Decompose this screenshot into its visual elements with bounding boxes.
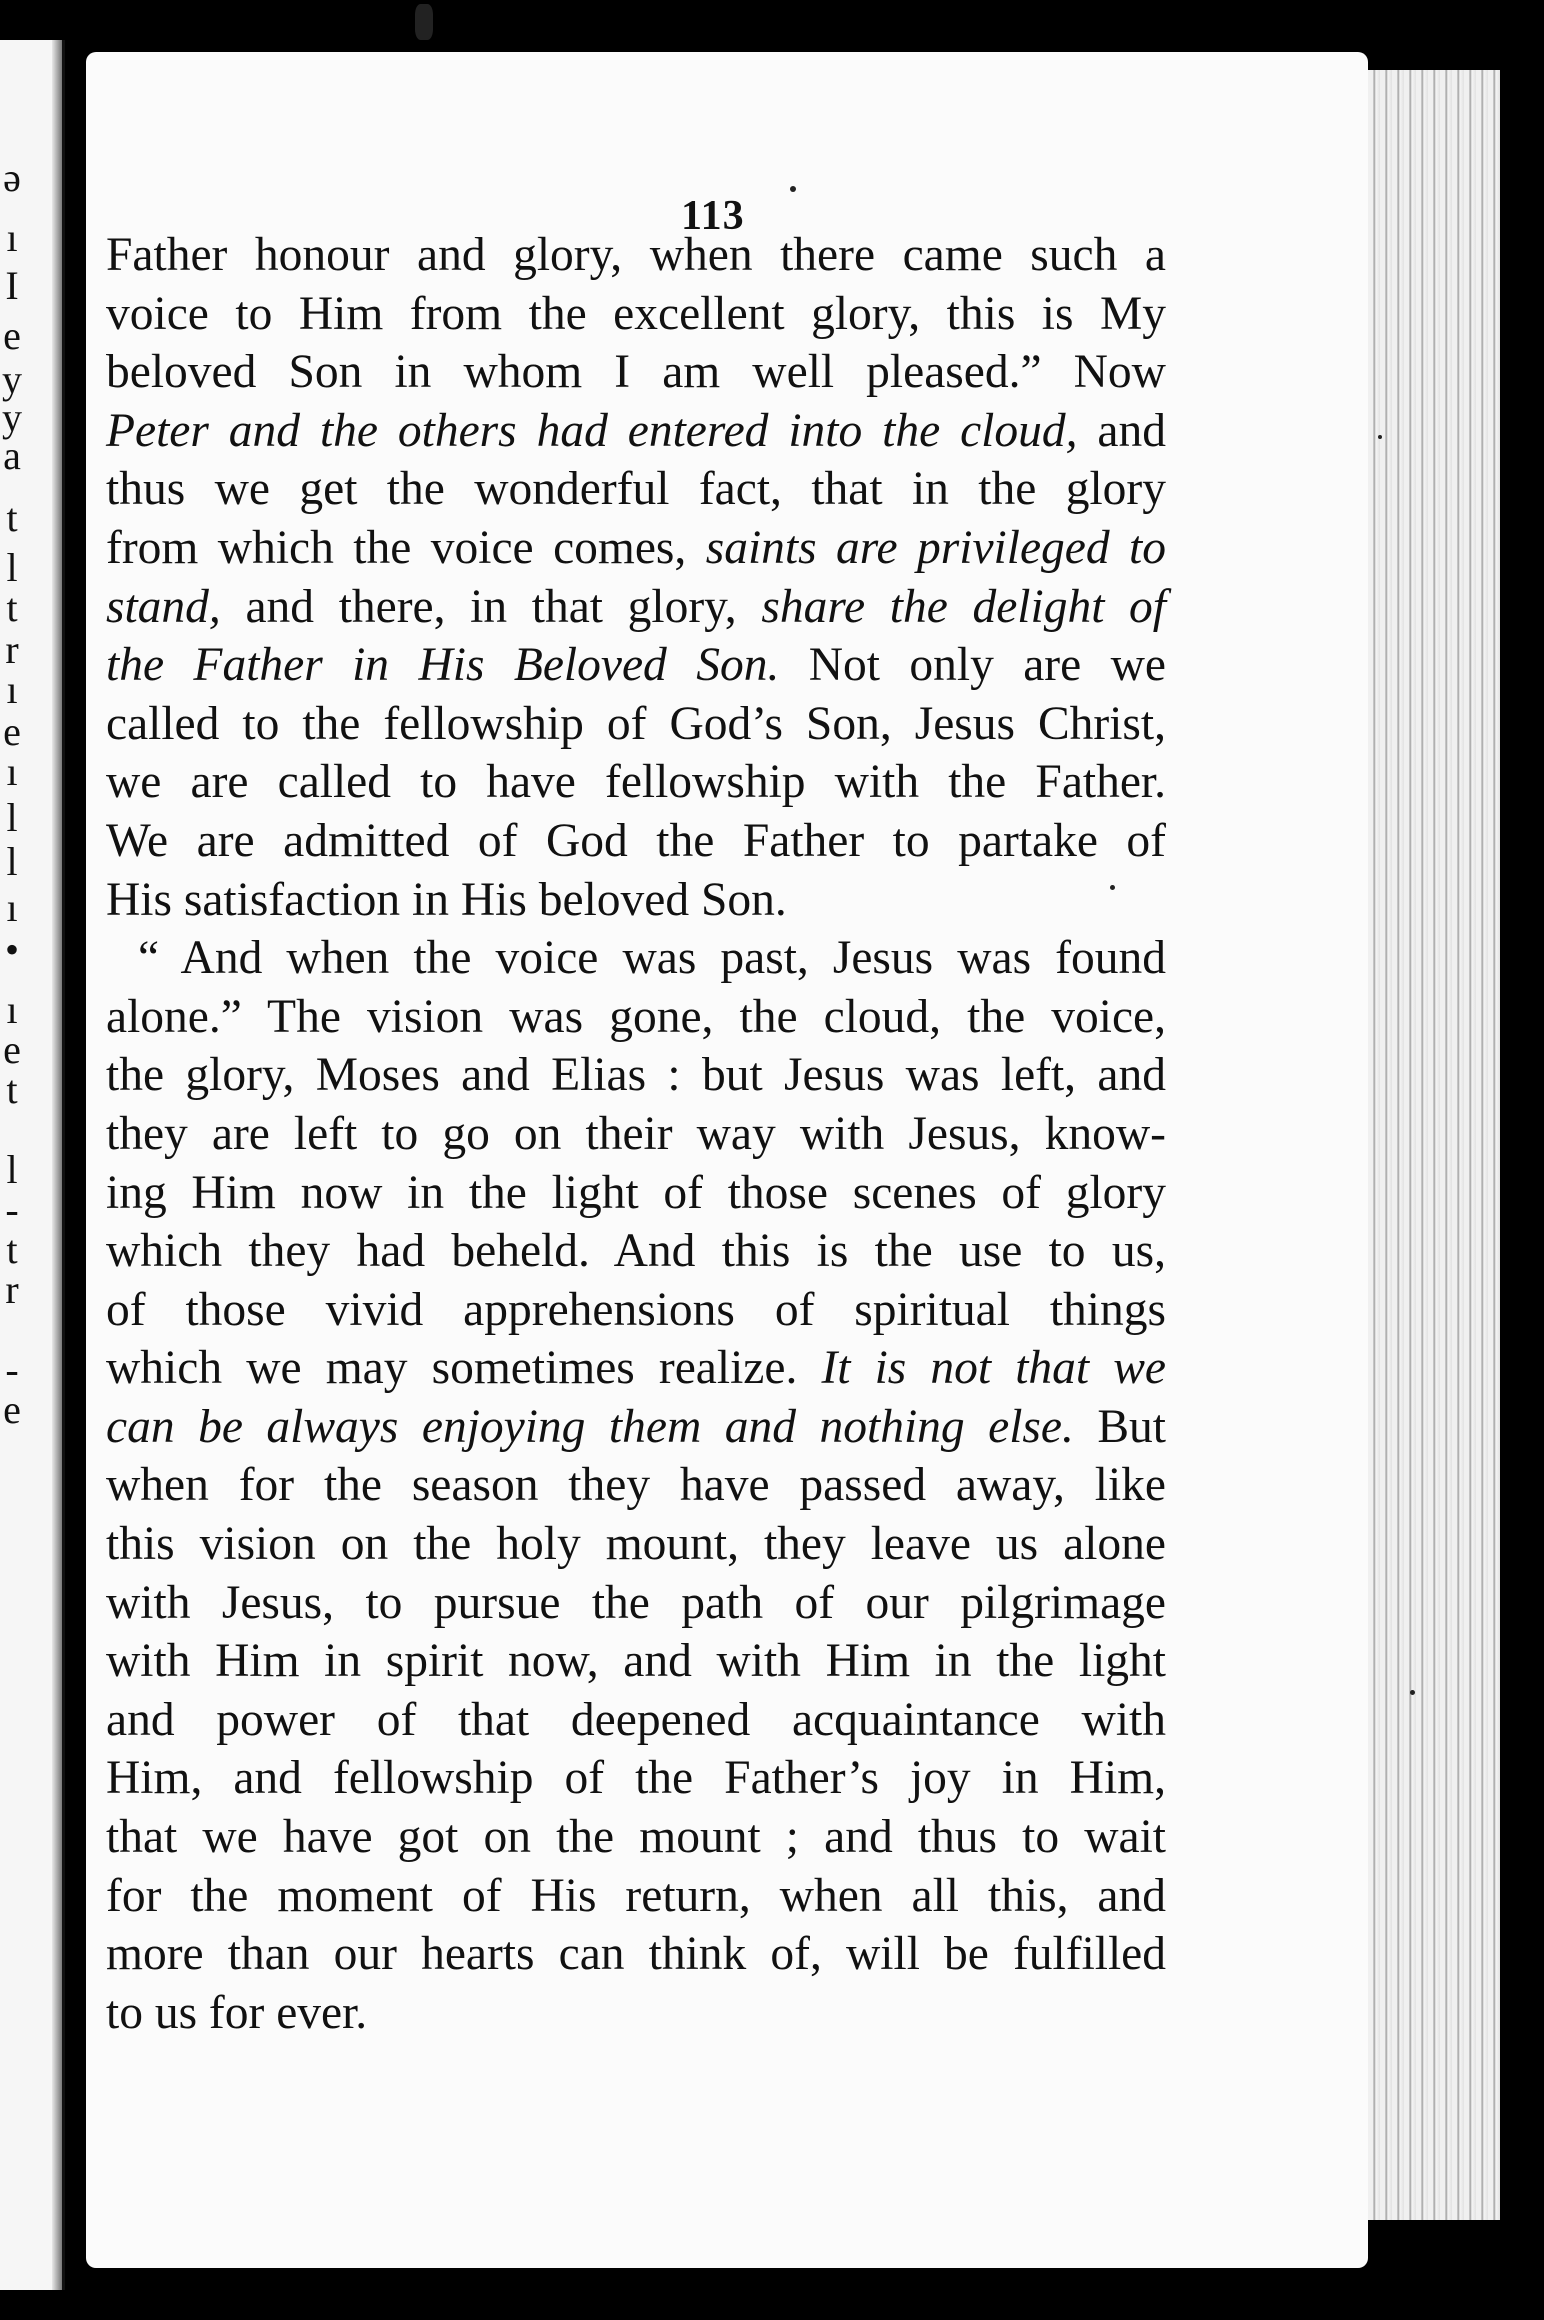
text-line [106, 753, 1166, 812]
facing-page-letter: ə [3, 155, 21, 200]
text-span: which we may sometimes realize. [106, 1342, 822, 1395]
text-line [106, 226, 1166, 285]
page-number: 113 [681, 193, 745, 239]
text-line [106, 988, 1166, 1047]
italic-text: stand, [106, 580, 221, 633]
text-span: with Jesus, to pursue the path of our pilgrimage [106, 1576, 1166, 1629]
text-line [106, 578, 1166, 637]
body-text [106, 226, 1166, 2042]
text-span: Him, and fellowship of the Father’s joy in Him, [106, 1752, 1166, 1805]
text-line [106, 1046, 1166, 1105]
text-line [106, 1925, 1166, 1984]
facing-page-letter: ı [6, 987, 18, 1032]
text-span: that we have got on the mount ; and thus to wait [106, 1811, 1166, 1864]
facing-page-letter: - [5, 1347, 19, 1392]
facing-page-letter: l [6, 839, 18, 884]
text-span: to us for ever. [106, 1986, 368, 2039]
text-line [106, 636, 1166, 695]
facing-page-letter: a [3, 433, 21, 478]
text-span: and power of that deepened acquaintance with [106, 1693, 1166, 1746]
text-span: the glory, Moses and Elias : but Jesus was left, and [106, 1049, 1166, 1102]
text-span: this vision on the holy mount, they leave us alone [106, 1518, 1166, 1571]
text-span: voice to Him from the excellent glory, this is My [106, 287, 1166, 340]
text-span: Father honour and glory, when there came such a [106, 229, 1166, 281]
text-span: for the moment of His return, when all this, and [106, 1869, 1166, 1922]
text-line [106, 1984, 1166, 2043]
text-line [106, 695, 1166, 754]
italic-text: saints are privileged to [705, 521, 1166, 574]
facing-page-edge [0, 40, 65, 2290]
text-span: thus we get the wonderful fact, that in the glory [106, 463, 1166, 516]
text-span: when for the season they have passed away, like [106, 1459, 1166, 1512]
text-span: more than our hearts can think of, will be fulfilled [106, 1928, 1166, 1981]
text-line [106, 343, 1166, 402]
facing-page-letter: y [2, 395, 22, 440]
scan-speck [1110, 885, 1115, 890]
page-edges [1368, 70, 1510, 2220]
text-line [106, 1222, 1166, 1281]
text-span: We are admitted of God the Father to partake of [106, 814, 1166, 867]
facing-page-letter-fragments [0, 40, 60, 2290]
text-span: “ And when the voice was past, Jesus was found [138, 932, 1166, 985]
text-span: and [1077, 404, 1167, 457]
text-span: called to the fellowship of God’s Son, Jesus Christ, [106, 697, 1166, 750]
scan-speck [790, 186, 796, 192]
facing-page-letter: l [6, 1147, 18, 1192]
text-line [106, 871, 1166, 930]
italic-text: the Father in His Beloved Son. [106, 639, 780, 692]
book-gutter [52, 40, 62, 2290]
facing-page-letter: e [3, 1027, 21, 1072]
text-span: His satisfaction in His beloved Son. [106, 873, 787, 926]
text-span: of those vivid apprehensions of spiritual things [106, 1283, 1166, 1336]
text-span: which they had beheld. And this is the use to us, [106, 1225, 1166, 1278]
facing-page-letter: I [5, 263, 19, 308]
text-line [106, 929, 1166, 988]
text-line [106, 402, 1166, 461]
text-span: But [1073, 1400, 1166, 1453]
facing-page-letter: t [6, 1227, 18, 1272]
facing-page-letter: y [2, 357, 22, 402]
facing-page-letter: e [3, 709, 21, 754]
text-span: and there, in that glory, [220, 580, 762, 633]
text-line [106, 812, 1166, 871]
italic-text: It is not that we [821, 1342, 1166, 1395]
text-span: beloved Son in whom I am well pleased.” Now [106, 346, 1166, 399]
scan-speck [1410, 1690, 1415, 1695]
facing-page-letter: ı [6, 667, 18, 712]
text-span: ing Him now in the light of those scenes of glory [106, 1166, 1166, 1219]
facing-page-letter: r [5, 1267, 19, 1312]
text-line [106, 1691, 1166, 1750]
text-line [106, 1632, 1166, 1691]
text-line [106, 519, 1166, 578]
text-span: Not only are we [779, 639, 1166, 692]
facing-page-letter: e [3, 313, 21, 358]
text-line [106, 1281, 1166, 1340]
facing-page-letter: • [4, 927, 19, 972]
text-line [106, 1867, 1166, 1926]
scan-speck [1378, 435, 1382, 439]
text-line [106, 460, 1166, 519]
scan-speck [415, 4, 433, 40]
text-span: they are left to go on their way with Jesus, know- [106, 1107, 1166, 1160]
text-line [106, 1456, 1166, 1515]
facing-page-letter: t [6, 1067, 18, 1112]
text-line [106, 1574, 1166, 1633]
facing-page-letter: r [5, 627, 19, 672]
text-span: we are called to have fellowship with the Father. [106, 756, 1166, 809]
text-line [106, 1398, 1166, 1457]
italic-text: share the delight of [761, 580, 1166, 633]
facing-page-letter: t [6, 495, 18, 540]
facing-page-letter: e [3, 1387, 21, 1432]
facing-page-letter: t [6, 585, 18, 630]
text-line [106, 1164, 1166, 1223]
facing-page-letter: - [5, 1187, 19, 1232]
facing-page-letter: l [6, 545, 18, 590]
text-line [106, 1105, 1166, 1164]
text-line [106, 285, 1166, 344]
text-line [106, 1515, 1166, 1574]
facing-page-letter: ı [6, 885, 18, 930]
facing-page-letter: l [6, 795, 18, 840]
text-line [106, 1808, 1166, 1867]
italic-text: Peter and the others had entered into the cloud, [106, 404, 1078, 457]
facing-page-letter: ı [6, 215, 18, 260]
italic-text: can be always enjoying them and nothing else. [106, 1400, 1074, 1453]
text-line [106, 1749, 1166, 1808]
text-span: alone.” The vision was gone, the cloud, the voice, [106, 990, 1166, 1043]
scan-border [1500, 70, 1544, 2220]
text-span: from which the voice comes, [106, 521, 706, 574]
facing-page-letter: ı [6, 749, 18, 794]
text-span: with Him in spirit now, and with Him in the light [106, 1635, 1166, 1688]
text-line [106, 1339, 1166, 1398]
